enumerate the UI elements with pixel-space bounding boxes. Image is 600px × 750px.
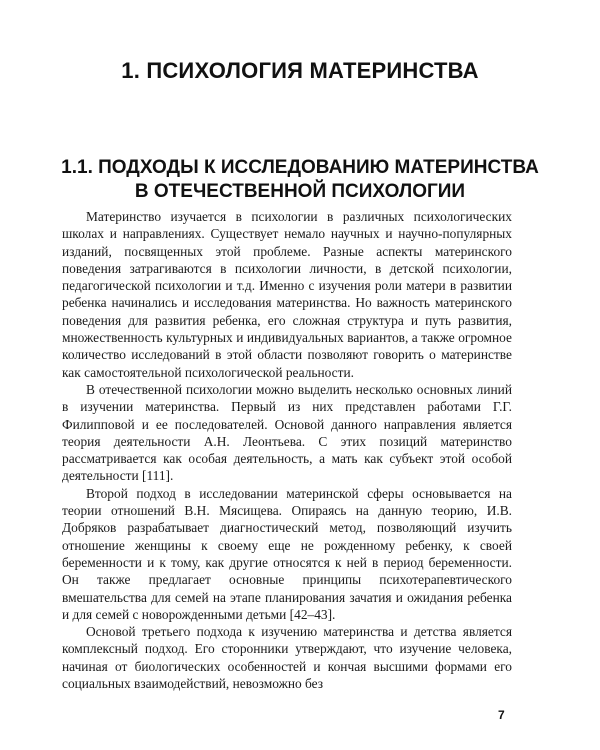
paragraph-4: Основой третьего подхода к изучению материнства и детства является комплексный подход. Его сторонники утверждают, что изучение человека, начиная от биологических особенностей и кончая высшими формами его социальных взаимодействий, невозможно без — [62, 624, 512, 692]
paragraph-1: Материнство изучается в психологии в различных психологических школах и направлениях. Существует немало научных и научно-популярных изданий, посвященных этой проблеме. Разные аспекты материнского поведения затрагиваются в психологии личности, в детской психологии, педагогической психологии и т.д. Именно с изучения роли матери в развитии ребенка начинались и исследования материнства. Но важность материнского поведения для развития ребенка, его сложная структура и путь развития, множественность культурных и индивидуальных вариантов, а также огромное количество исследований в этой области позволяют говорить о материнстве как самостоятельной психологической реальности. — [62, 209, 512, 380]
chapter-title: 1. ПСИХОЛОГИЯ МАТЕРИНСТВА — [121, 58, 479, 83]
section-title — [0, 156, 600, 204]
page-number: 7 — [498, 708, 505, 722]
section-title-line-2: В ОТЕЧЕСТВЕННОЙ ПСИХОЛОГИИ — [134, 181, 466, 202]
section-title-line-1: 1.1. ПОДХОДЫ К ИССЛЕДОВАНИЮ МАТЕРИНСТВА — [61, 157, 539, 178]
paragraph-2: В отечественной психологии можно выделить несколько основных линий в изучении материнства. Первый из них представлен работами Г.Г. Филипповой и ее последователей. Основой данного направления является теория деятельности А.Н. Леонтьева. С этих позиций материнство рассматривается как особая деятельность, а мать как субъект этой особой деятельности [111]. — [62, 381, 512, 484]
paragraph-3: Второй подход в исследовании материнской сферы основывается на теории отношений В.Н. Мясищева. Опираясь на данную теорию, И.В. Добряков разрабатывает диагностический метод, позволяющий изучить отношение женщины к своему еще не рожденному ребенку, к своей беременности и к тому, как другие относятся к ней в период беременности. Он также предлагает основные принципы психотерапевтического вмешательства для семей на этапе планирования зачатия и ожидания ребенка и для семей с новорожденными детьми [42–43]. — [62, 485, 512, 622]
body-text — [62, 208, 512, 692]
